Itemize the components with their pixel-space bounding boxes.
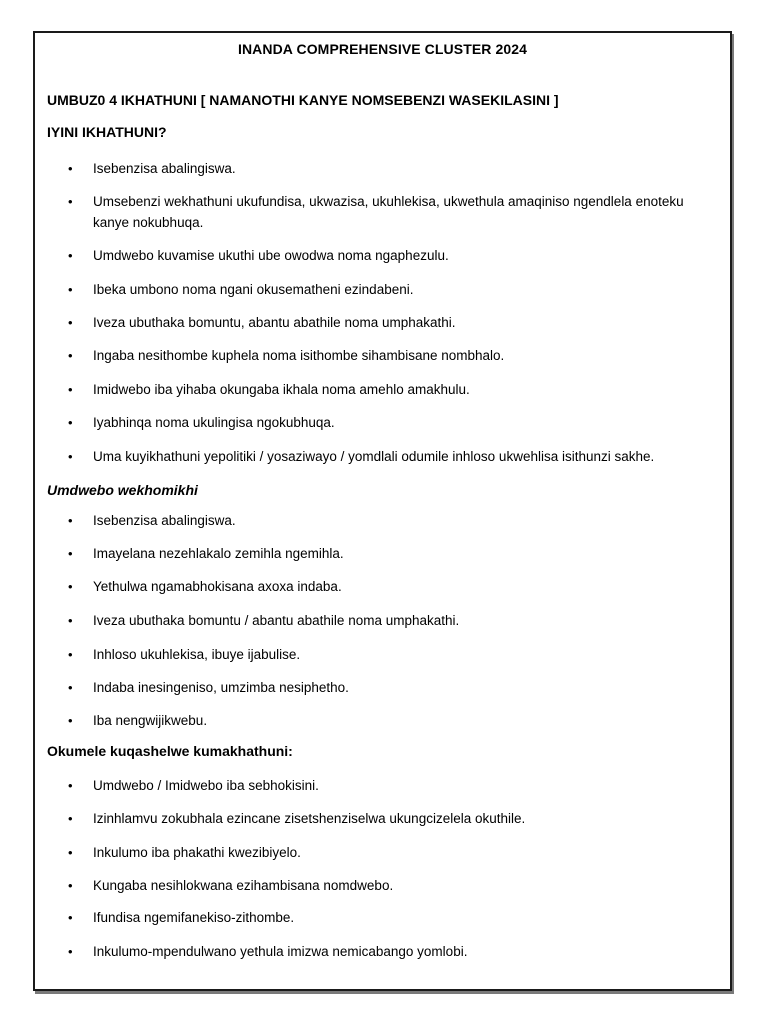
bullet-icon: • [68,713,73,728]
bullet-icon: • [68,449,73,464]
bullet-icon: • [68,382,73,397]
bullet-icon: • [68,647,73,662]
section-heading-umdwebo-wekhomikhi: Umdwebo wekhomikhi [47,482,198,498]
list-item: Isebenzisa abalingiswa. [93,161,236,176]
list-item: Ibeka umbono noma ngani okusematheni ezindabeni. [93,282,414,297]
list-item: Inkulumo iba phakathi kwezibiyelo. [93,845,301,860]
list-item: Yethulwa ngamabhokisana axoxa indaba. [93,579,342,594]
list-item: Ifundisa ngemifanekiso-zithombe. [93,910,295,925]
bullet-icon: • [68,315,73,330]
bullet-icon: • [68,348,73,363]
section-heading-iyini-ikhathuni: IYINI IKHATHUNI? [47,124,167,140]
bullet-icon: • [68,944,73,959]
list-item: Umdwebo / Imidwebo iba sebhokisini. [93,778,319,793]
bullet-icon: • [68,161,73,176]
bullet-icon: • [68,680,73,695]
bullet-icon: • [68,513,73,528]
list-item: Kungaba nesihlokwana ezihambisana nomdwebo. [93,878,394,893]
bullet-icon: • [68,613,73,628]
bullet-icon: • [68,579,73,594]
list-item: Inkulumo-mpendulwano yethula imizwa nemicabango yomlobi. [93,944,468,959]
section-heading-okumele-kuqashelwe: Okumele kuqashelwe kumakhathuni: [47,743,293,759]
bullet-icon: • [68,845,73,860]
list-item: Indaba inesingeniso, umzimba nesiphetho. [93,680,349,695]
document-title: INANDA COMPREHENSIVE CLUSTER 2024 [237,41,528,57]
list-item: Iyabhinqa noma ukulingisa ngokubhuqa. [93,415,335,430]
bullet-icon: • [68,878,73,893]
list-item: Iba nengwijikwebu. [93,713,208,728]
bullet-icon: • [68,910,73,925]
list-item: Iveza ubuthaka bomuntu / abantu abathile noma umphakathi. [93,613,460,628]
list-item: Iveza ubuthaka bomuntu, abantu abathile noma umphakathi. [93,315,456,330]
bullet-icon: • [68,778,73,793]
list-item: Umsebenzi wekhathuni ukufundisa, ukwazisa, ukuhlekisa, ukwethula amaqiniso ngendlela enoteku kanye nokubhuqa. [93,194,684,230]
bullet-icon: • [68,546,73,561]
list-item: Izinhlamvu zokubhala ezincane zisetshenziselwa ukungcizelela okuthile. [93,811,526,826]
question-heading: UMBUZ0 4 IKHATHUNI [ NAMANOTHI KANYE NOMSEBENZI WASEKILASINI ] [47,92,559,108]
bullet-icon: • [68,811,73,826]
list-item: Ingaba nesithombe kuphela noma isithombe sihambisane nombhalo. [93,348,505,363]
list-item: Isebenzisa abalingiswa. [93,513,236,528]
bullet-icon: • [68,194,73,209]
list-item: Inhloso ukuhlekisa, ibuye ijabulise. [93,647,301,662]
bullet-icon: • [68,248,73,263]
list-item: Imayelana nezehlakalo zemihla ngemihla. [93,546,344,561]
list-item: Uma kuyikhathuni yepolitiki / yosaziwayo / yomdlali odumile inhloso ukwehlisa isithunzi sakhe. [93,449,655,464]
bullet-icon: • [68,415,73,430]
list-item: Imidwebo iba yihaba okungaba ikhala noma amehlo amakhulu. [93,382,470,397]
bullet-icon: • [68,282,73,297]
list-item: Umdwebo kuvamise ukuthi ube owodwa noma ngaphezulu. [93,248,449,263]
